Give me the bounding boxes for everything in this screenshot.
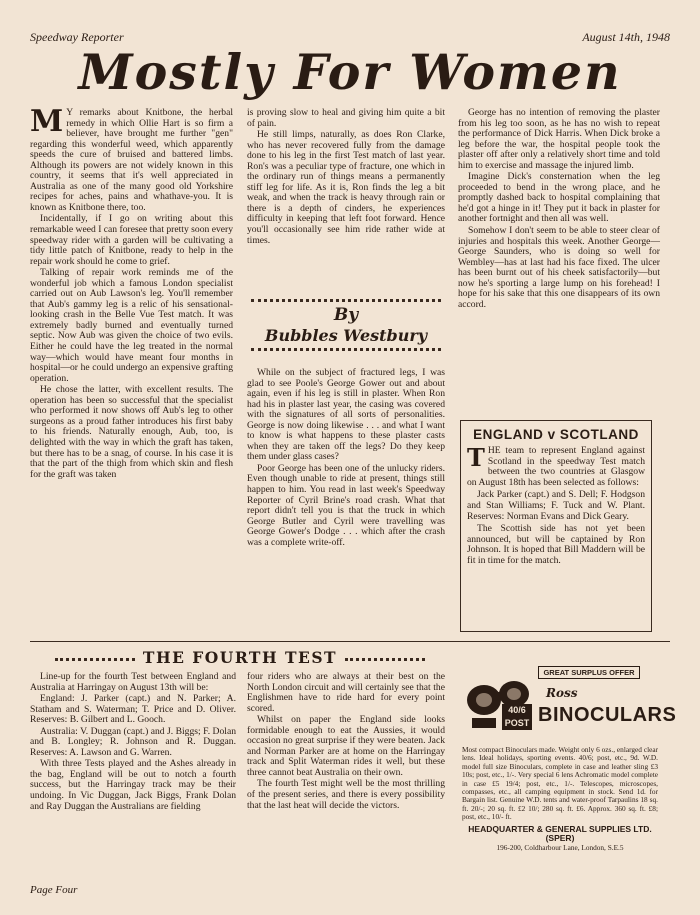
page-number: Page Four — [30, 884, 78, 896]
box-paragraph: The Scottish side has not yet been announced, but will be captained by Ron Johnson. It is hoped that Bill Maddern will be fit in time for the match. — [467, 523, 645, 566]
ad-product: BINOCULARS — [538, 704, 677, 726]
ad-company: HEADQUARTER & GENERAL SUPPLIES LTD. (SPER) — [468, 823, 652, 844]
section-divider — [30, 641, 670, 642]
article-paragraph: Somehow I don't seem to be able to steer clear of injuries and hospitals this week. Another George—George Saunders, who is doing so well for Wembley—has at last had his face fixed. The ulcer has been burnt out of his cheek satisfactorily—but now he's sporting a large lump on his forehead! I hope for his sake that this one disappears of its own accord. — [458, 225, 660, 310]
dotted-rule — [251, 299, 441, 302]
fourth-test-column-1 — [30, 672, 236, 882]
article-paragraph: George has no intention of removing the plaster from his leg too soon, as he has no wish to repeat the performance of Dick Harris. When Dick broke a leg before the war, the hospital people took the plaster off after only a relatively short time and told him to exercise and massage the injured limb. — [458, 107, 660, 171]
article-paragraph — [30, 104, 233, 213]
article-column-1 — [30, 104, 233, 636]
page-title: Mostly For Women — [78, 43, 622, 101]
article-paragraph: Imagine Dick's consternation when the leg proceeded to bend in the wrong place, and he promptly dashed back to hospital complaining that he'd got a hinge in it! They put it back in plaster for another fortnight and then all was well. — [458, 171, 660, 225]
team-lineup-england: England: J. Parker (capt.) and N. Parker; A. Statham and S. Waterman; T. Price and D. Oliver. Reserves: B. Gilbert and L. Gooch. — [30, 693, 236, 726]
article-paragraph: With three Tests played and the Ashes already in the bag, England will be out to notch a fourth success, but the Harringay track may be their undoing. In Vic Duggan, Jack Biggs, Frank Dolan and Ray Duggan the Australians are fielding — [30, 758, 236, 812]
fourth-test-column-2 — [247, 672, 445, 882]
dotted-rule — [251, 348, 441, 351]
article-paragraph: The fourth Test might well be the most thrilling of the present series, and there is every possibility that the last heat will decide the victors. — [247, 778, 445, 811]
ad-brand: Ross — [546, 686, 578, 700]
publication-name: Speedway Reporter — [30, 30, 124, 44]
drop-cap: M — [30, 104, 64, 139]
box-paragraph — [467, 443, 645, 488]
article-column-2-top — [247, 108, 445, 294]
paragraph-text: HE team to represent England against Scotland in the speedway Test match between the two countries at Glasgow on August 18th has been selected as follows: — [467, 445, 645, 488]
article-paragraph: is proving slow to heal and giving him quite a bit of pain. — [247, 107, 445, 129]
ad-price: 40/6 POST 9d — [502, 704, 532, 730]
article-paragraph: He chose the latter, with excellent results. The operation has been so successful that the specialist who performed it now shows off Aub's leg to other surgeons as a proud father introduces his first baby to his friends. Naturally enough, Aub, too, is delighted with the way in which the graft has taken, but there has to be a snag, of course. In his case it is that the part of the thigh from which skin and flesh for the graft was taken — [30, 384, 233, 480]
article-paragraph: Line-up for the fourth Test between England and Australia at Harringay on August 13th will be: — [30, 671, 236, 693]
byline-author: Bubbles Westbury — [264, 326, 428, 345]
paragraph-text: Y remarks about Knitbone, the herbal remedy in which Ollie Hart is so firm a believer, have brought me further "gen" regarding this wonderful weed, which apparently speeds the cure of bruised and battered limbs. Although its powers are not widely known in this country, it seems that it's well appreciated in Australia as one of the many good old Yorkshire recipes for aches, pains and whathave-you. It is known as Knitbone there, too. — [30, 107, 233, 213]
ad-text: Most compact Binoculars made. Weight only 6 ozs., enlarged clear lens. Ideal holidays, sporting events. 40/6; post, etc., 9d. W.D. model full size Binoculars, complete in case and leather sling £3 10s; post, etc., 1/-. Very special 6 lens Achromatic model complete in case £5 19/4; post, etc., 1/-. Telescopes, microscopes, compasses, etc., all camping equipment in stock. Send 1d. for Bargain list. Genuine W.D. tents and water-proof Tarpaulins 18 sq. ft. 20/-; 20 sq. ft. £2 10/; 280 sq. ft. £6. Approx. 360 sq. ft. £8; post, etc., 10/- ft. — [462, 745, 658, 822]
article-paragraph: He still limps, naturally, as does Ron Clarke, who has never recovered fully from the damage done to his leg in the first Test match of last year. Ron's was a peculiar type of fracture, one which in the ordinary run of things means a permanently stiff leg for life. As it is, Ron finds the leg a bit weak, and when the track is heavy through rain or there is a depth of cinders, he experiences difficulty in keeping that left foot forward. Hence you'll occasionally see him ride rather wide at times. — [247, 129, 445, 246]
england-scotland-box — [460, 420, 652, 632]
article-paragraph: Incidentally, if I go on writing about this remarkable weed I can foresee that pretty soon every speedway rider with a garden will be cultivating a tidy little patch of Knitbone, ready to help in the repair work should he come to grief. — [30, 213, 233, 267]
byline-by: By — [333, 305, 359, 325]
article-paragraph: Poor George has been one of the unlucky riders. Even though unable to ride at present, things still happen to him. You read in last week's Speedway Reporter of Cyril Brine's road crash. What that report didn't tell you is that the truck in which George Butler and Cyril were travelling was George Gower's Dodge . . . which after the crash was a complete write-off. — [247, 462, 445, 548]
binoculars-advert — [462, 664, 677, 882]
ad-graphic — [462, 664, 677, 744]
team-lineup-australia: Australia: V. Duggan (capt.) and J. Biggs; F. Dolan and B. Longley; R. Johnson and R. Duggan. Reserves: A. Lawson and G. Warren. — [30, 725, 236, 758]
drop-cap: T — [467, 443, 485, 472]
fourth-test-heading: THE FOURTH TEST — [30, 648, 450, 667]
article-paragraph: While on the subject of fractured legs, I was glad to see Poole's George Gower out and about again, even if his leg is still in plaster. When Ron had his in plaster last year, the casing was covered with the signatures of all sorts of personalities. George is now doing likewise . . . and what I want to know is what happens to these plaster casts when they are taken off the legs? Do they keep them under glass cases? — [247, 367, 445, 463]
issue-date: August 14th, 1948 — [582, 30, 670, 44]
ad-banner: GREAT SURPLUS OFFER — [538, 666, 640, 679]
box-paragraph: Jack Parker (capt.) and S. Dell; F. Hodgson and Stan Williams; F. Tuck and W. Plant. Reserves: Norman Evans and Dick Geary. — [467, 489, 645, 522]
article-paragraph: Talking of repair work reminds me of the wonderful job which a famous London specialist carried out on Aub Lawson's leg. You'll remember that Aub's gammy leg is a relic of his sensational-looking crash in the Belle Vue Test match. It was extremely badly burned and eventually turned septic. Now Aub was given the choice of two evils. Either he could have the leg treated in the normal way—which would have meant four months in hospital—or he could undergo an expensive grafting operation. — [30, 267, 233, 384]
ad-address: 196-200, Coldharbour Lane, London, S.E.5 — [496, 842, 624, 852]
article-paragraph: Whilst on paper the England side looks formidable enough to eat the Aussies, it would occasion no great surprise if they were beaten. Jack and Norman Parker are at home on the Harringay track and Split Waterman rides it well, but these three cannot beat Australia on their own. — [247, 714, 445, 778]
box-title: ENGLAND v SCOTLAND — [473, 427, 639, 442]
article-column-2-bottom — [247, 368, 445, 636]
article-column-3 — [458, 108, 660, 416]
byline — [247, 297, 445, 353]
article-paragraph: four riders who are always at their best on the North London circuit and will certainly see that the Englishmen have to ride hard for every point scored. — [247, 671, 445, 714]
box-body — [467, 443, 645, 567]
